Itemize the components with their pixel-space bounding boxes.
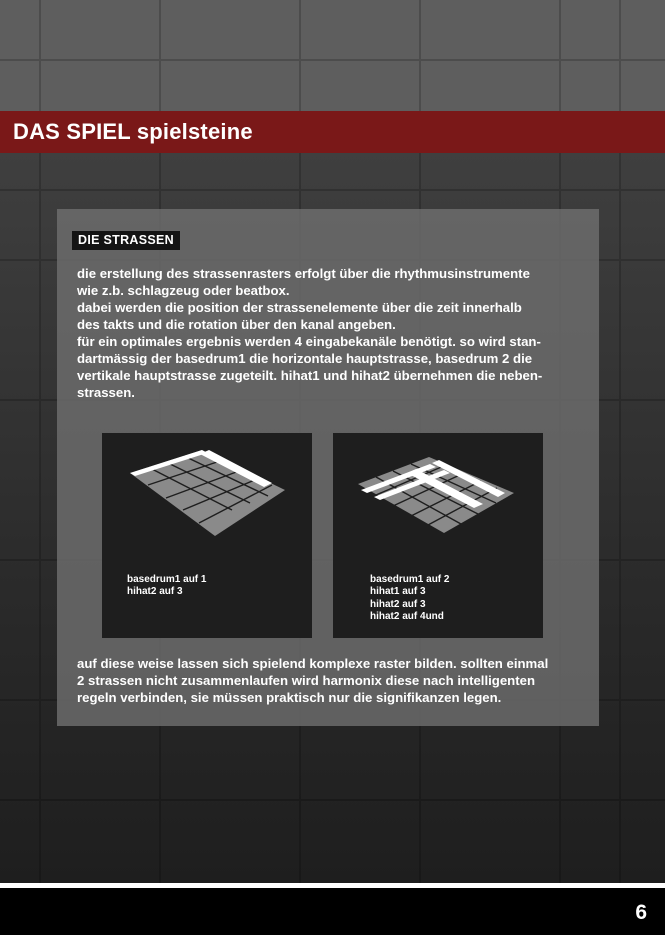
panel-caption <box>127 574 206 599</box>
content-box <box>57 209 599 726</box>
outro-paragraph <box>77 655 592 706</box>
page-title: DAS SPIEL spielsteine <box>13 119 253 144</box>
caption-line: hihat2 auf 3 <box>127 586 183 598</box>
caption-line: hihat1 auf 3 <box>370 586 426 598</box>
intro-line: für ein optimales ergebnis werden 4 eingabekanäle benötigt. so wird stan- <box>77 334 541 349</box>
panel-caption <box>370 574 449 624</box>
caption-line: hihat2 auf 4und <box>370 611 444 623</box>
caption-line: hihat2 auf 3 <box>370 598 426 610</box>
outro-line: auf diese weise lassen sich spielend komplexe raster bilden. sollten einmal <box>77 656 549 671</box>
intro-line: strassen. <box>77 385 135 400</box>
intro-line: des takts und die rotation über den kanal angeben. <box>77 317 396 332</box>
intro-line: dartmässig der basedrum1 die horizontale hauptstrasse, basedrum 2 die <box>77 351 533 366</box>
street-grid-example-2 <box>333 433 543 638</box>
caption-line: basedrum1 auf 1 <box>127 574 207 585</box>
intro-line: wie z.b. schlagzeug oder beatbox. <box>77 283 290 298</box>
intro-line: dabei werden die position der strassenelemente über die zeit innerhalb <box>77 300 522 315</box>
intro-paragraph <box>77 265 587 401</box>
isometric-grid-illustration <box>102 433 312 638</box>
street-grid-example-1 <box>102 433 312 638</box>
page-number: 6 <box>635 901 647 924</box>
outro-line: 2 strassen nicht zusammenlaufen wird harmonix diese nach intelligenten <box>77 673 536 688</box>
caption-line: basedrum1 auf 2 <box>370 574 450 585</box>
outro-line: regeln verbinden, sie müssen praktisch nur die signifikanzen legen. <box>77 690 502 705</box>
section-heading: DIE STRASSEN <box>72 231 180 250</box>
intro-line: vertikale hauptstrasse zugeteilt. hihat1 und hihat2 übernehmen die neben- <box>77 368 543 383</box>
title-bar <box>0 111 665 153</box>
intro-line: die erstellung des strassenrasters erfolgt über die rhythmusinstrumente <box>77 266 530 281</box>
footer <box>0 888 665 935</box>
